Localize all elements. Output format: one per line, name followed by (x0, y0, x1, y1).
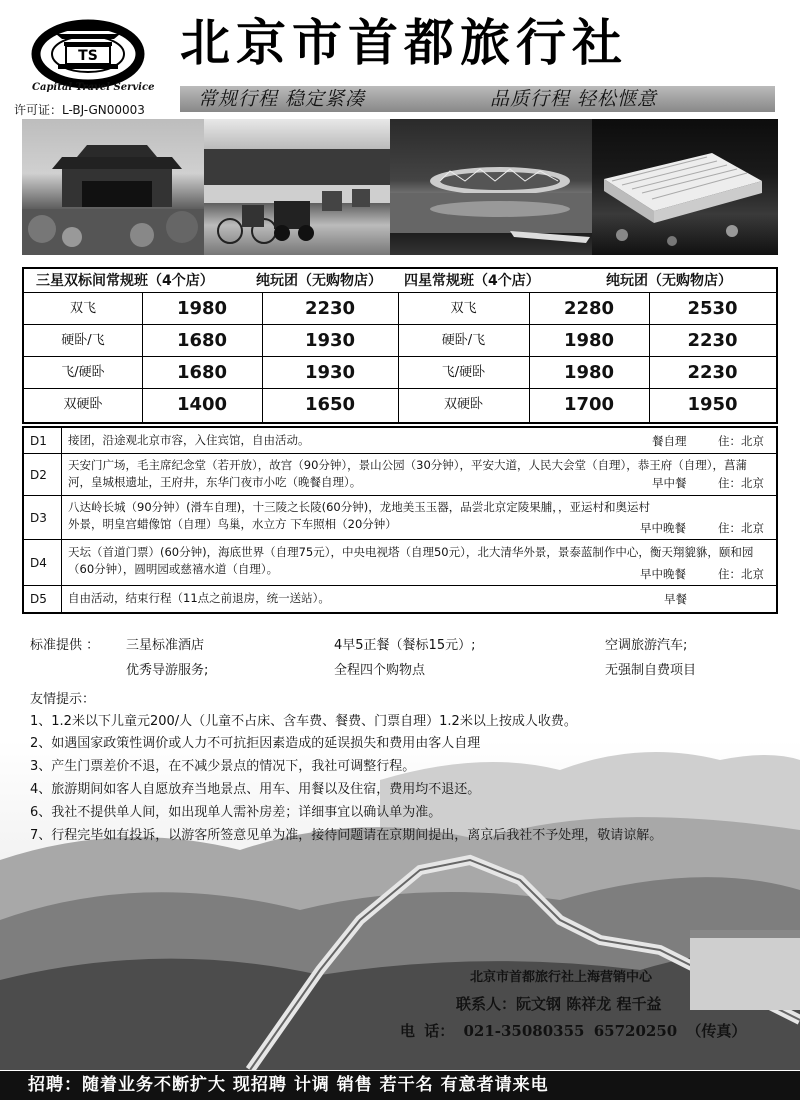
day-description: 接团，沿途观北京市容，入住宾馆，自由活动。 (68, 433, 310, 447)
photo-birds-nest (390, 119, 592, 255)
day-description: 自由活动，结束行程（11点之前退房，统一送站）。 (68, 591, 330, 605)
type-label: 硬卧/飞 (441, 333, 486, 348)
standard-item: 优秀导游服务; (126, 663, 209, 678)
slogan-bar (180, 86, 775, 112)
tips-title: 友情提示： (30, 692, 96, 707)
day-description: 天坛（首道门票）(60分钟)，海底世界（自理75元），中央电视塔（自理50元），北大清华外景，景泰蓝制作中心，衡天翔貔貅，颐和园（60分钟），圆明园或慈禧水道（自理）。 (68, 545, 754, 576)
tip-item: 4、旅游期间如客人自愿放弃当地景点、用车、用餐以及住宿，费用均不退还。 (30, 782, 481, 797)
price-rows (24, 293, 776, 422)
day-label: D3 (24, 496, 62, 539)
standards-label: 标准提供 ： (30, 638, 100, 653)
slogan-left: 常规行程 稳定紧凑 (198, 88, 366, 110)
license-number: 许可证：L-BJ-GN00003 (14, 103, 145, 117)
price-row (24, 357, 776, 389)
photo-water-cube (592, 119, 778, 255)
day-stay: 住：北京 (718, 521, 764, 535)
day-description: 八达岭长城（90分钟）(滑车自理)，十三陵之长陵(60分钟)，龙地美玉玉器，品尝北京定陵果脯，，亚运村和奥运村外景，明皇宫蜡像馆（自理）鸟巢，水立方 下车照相（20分钟） (68, 500, 650, 531)
type-label: 飞/硬卧 (61, 365, 105, 380)
company-title: 北京市首都旅行社 (180, 14, 628, 72)
day-label: D1 (24, 428, 62, 453)
itinerary-row (24, 586, 776, 612)
contact-phone: 电 话： 021-35080355 65720250 （传真） (400, 1022, 747, 1040)
standard-item: 空调旅游汽车; (605, 638, 688, 653)
tip-item: 2、如遇国家政策性调价或人力不可抗拒因素造成的延误损失和费用由客人自理 (30, 736, 481, 751)
type-label: 双硬卧 (443, 397, 483, 412)
day-description: 天安门广场，毛主席纪念堂（若开放），故宫（90分钟），景山公园（30分钟），平安大道，人民大会堂（自理），恭王府（自理），菖蒲河，皇城根遗址，王府井，东华门夜市小吃（晚餐自理）。 (68, 458, 748, 489)
contact-people: 联系人：阮文钢 陈祥龙 程千益 (456, 995, 662, 1013)
price-value: 1980 (563, 362, 615, 383)
price-value: 1980 (563, 330, 615, 351)
tip-item: 1、1.2米以下儿童元200/人（儿童不占床、含车费、餐费、门票自理）1.2米以上按成人收费。 (30, 714, 577, 729)
price-value: 1950 (687, 394, 738, 415)
day-meal: 早中晚餐 (640, 521, 686, 535)
slogan-right: 品质行程 轻松惬意 (490, 88, 658, 110)
type-label: 双飞 (69, 301, 96, 316)
price-value: 1930 (304, 362, 356, 383)
itinerary-row (24, 496, 776, 540)
standard-item: 无强制自费项目 (605, 663, 697, 678)
itinerary-row (24, 454, 776, 496)
tip-item: 3、产生门票差价不退，在不减少景点的情况下，我社可调整行程。 (30, 759, 416, 774)
header-3star-regular: 三星双标间常规班（4个店） (36, 273, 214, 289)
day-label: D5 (24, 586, 62, 612)
day-meal: 餐自理 (652, 434, 687, 448)
price-value: 1980 (176, 298, 228, 319)
header (0, 0, 800, 118)
price-value: 1400 (176, 394, 228, 415)
photo-strip (22, 119, 778, 255)
itinerary-row (24, 540, 776, 586)
logo-initials: TS (78, 48, 98, 64)
day-meal: 早餐 (664, 592, 687, 606)
day-stay: 住：北京 (718, 476, 764, 490)
price-row (24, 389, 776, 422)
day-label: D2 (24, 454, 62, 495)
day-stay: 住：北京 (718, 434, 764, 448)
price-row (24, 293, 776, 325)
tip-item: 7、行程完毕如有投诉，以游客所签意见单为准，接待问题请在京期间提出，离京后我社不予处理，敬请谅解。 (30, 828, 663, 843)
day-meal: 早中晚餐 (640, 567, 686, 581)
itinerary-table (22, 426, 778, 614)
photo-tiananmen (22, 119, 204, 255)
day-label: D4 (24, 540, 62, 585)
price-table-header (24, 269, 776, 293)
price-value: 2230 (304, 298, 356, 319)
price-value: 1680 (176, 362, 228, 383)
price-value: 1700 (563, 394, 615, 415)
itinerary-row (24, 428, 776, 454)
price-value: 2530 (687, 298, 738, 319)
standard-item: 4早5正餐（餐标15元）; (334, 638, 476, 653)
header-3star-pure: 纯玩团（无购物店） (256, 273, 382, 289)
type-label: 飞/硬卧 (441, 365, 486, 380)
day-meal: 早中餐 (652, 476, 687, 490)
price-value: 2280 (563, 298, 615, 319)
logo-subtitle: Capital Travel Service (32, 82, 155, 93)
day-stay: 住：北京 (718, 567, 764, 581)
standard-item: 三星标准酒店 (126, 638, 205, 653)
office-name: 北京市首都旅行社上海营销中心 (470, 970, 653, 985)
price-value: 1930 (304, 330, 356, 351)
tip-item: 6、我社不提供单人间，如出现单人需补房差；详细事宜以确认单为准。 (30, 805, 442, 820)
photo-rickshaws (204, 119, 390, 255)
type-label: 双飞 (450, 301, 477, 316)
type-label: 硬卧/飞 (61, 333, 105, 348)
price-value: 1680 (176, 330, 228, 351)
price-value: 2230 (687, 362, 738, 383)
price-table (22, 267, 778, 424)
price-row (24, 325, 776, 357)
recruitment-banner: 招聘：随着业务不断扩大 现招聘 计调 销售 若干名 有意者请来电 (0, 1071, 800, 1100)
header-4star-pure: 纯玩团（无购物店） (606, 273, 732, 289)
standard-item: 全程四个购物点 (334, 663, 426, 678)
header-4star-regular: 四星常规班（4个店） (404, 273, 540, 289)
price-value: 2230 (687, 330, 738, 351)
type-label: 双硬卧 (63, 397, 103, 412)
price-value: 1650 (304, 394, 356, 415)
